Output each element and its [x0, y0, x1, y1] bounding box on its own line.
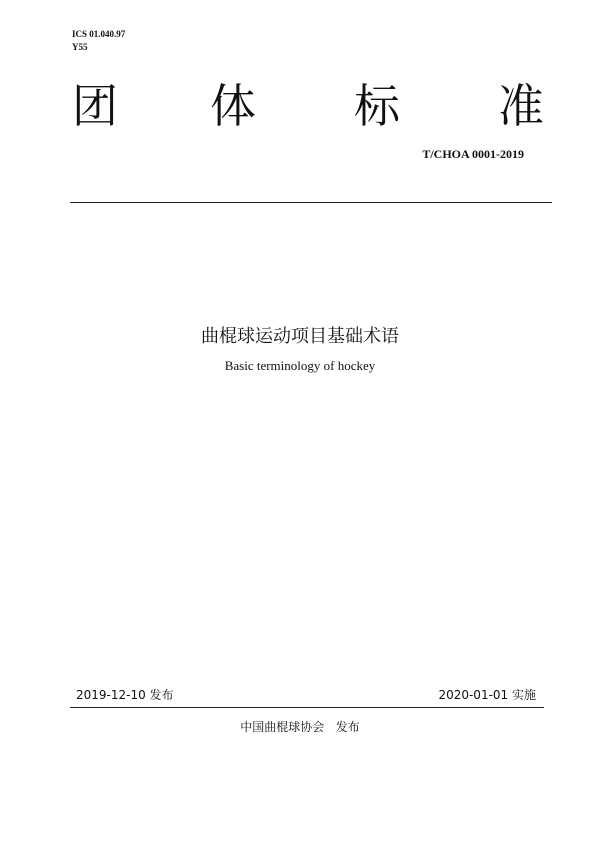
banner-char-3: 标 — [354, 79, 400, 133]
document-title: 曲棍球运动项目基础术语 — [201, 326, 399, 347]
bottom-divider — [70, 707, 544, 708]
classification-codes — [72, 28, 125, 54]
standard-type-banner — [72, 78, 546, 134]
ics-code: ICS 01.040.97 — [72, 29, 126, 39]
effective-date: 2020-01-01 实施 — [438, 688, 536, 702]
banner-char-4: 准 — [498, 79, 544, 133]
banner-char-2: 体 — [210, 79, 256, 133]
banner-char-1: 团 — [72, 79, 118, 133]
top-divider — [70, 202, 552, 203]
issue-date: 2019-12-10 发布 — [76, 688, 174, 702]
document-subtitle: Basic terminology of hockey — [224, 358, 376, 373]
standard-number: T/CHOA 0001-2019 — [422, 147, 524, 161]
ccs-code: Y55 — [72, 42, 88, 52]
publisher: 中国曲棍球协会 发布 — [240, 720, 360, 734]
